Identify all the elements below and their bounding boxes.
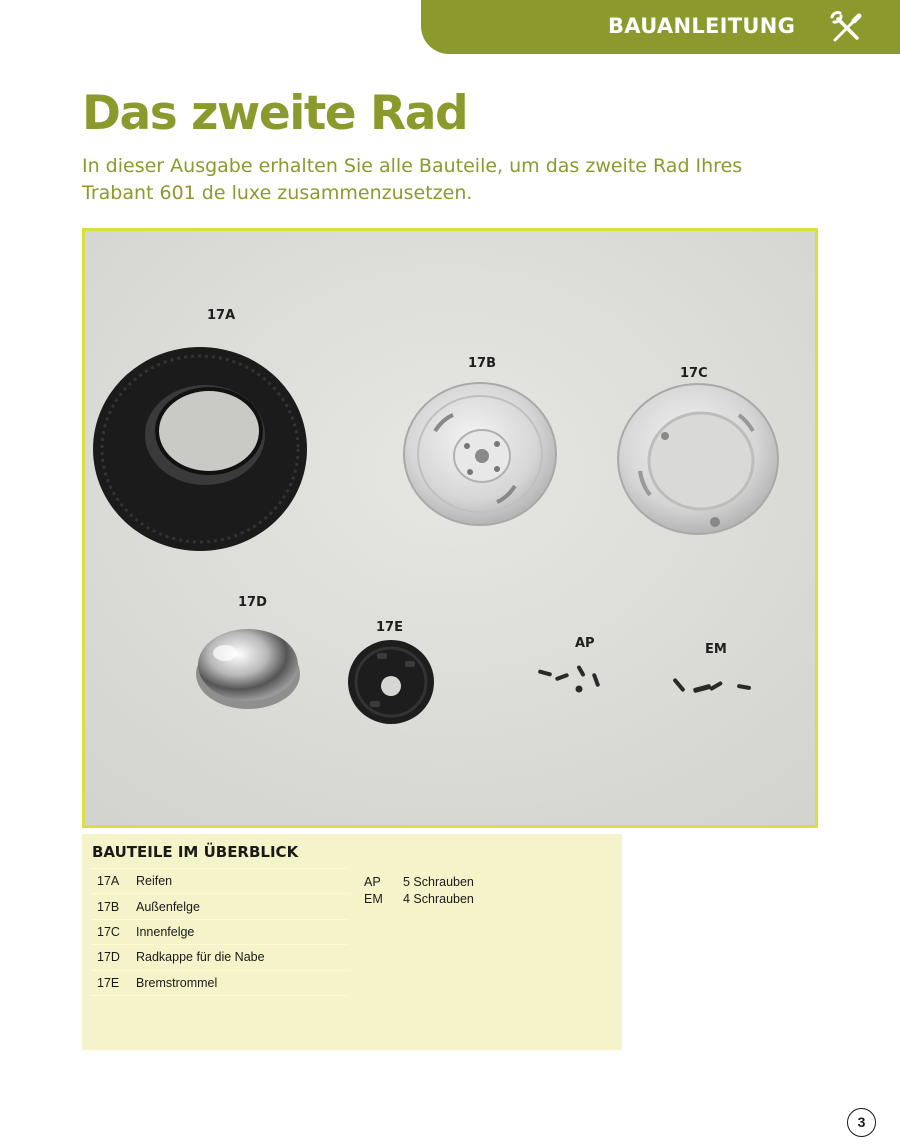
part-code: EM [364,891,383,906]
label-17b: 17B [468,356,496,371]
part-code: AP [364,874,381,889]
tire-17a-image [93,347,307,551]
part-name: 5 Schrauben [403,874,474,889]
outer-rim-17b-image [404,383,556,525]
parts-list-right [364,873,544,907]
section-label: BAUANLEITUNG [608,14,796,38]
label-17c: 17C [680,366,708,381]
part-name: Außenfelge [136,899,200,914]
parts-photo [82,228,818,828]
label-em: EM [705,642,727,657]
inner-rim-17c-image [618,384,778,534]
part-code: 17C [97,924,120,939]
tools-icon [828,9,866,47]
brake-drum-17e-image [348,640,434,724]
part-name: Reifen [136,874,173,889]
part-code: 17E [97,975,120,990]
label-17d: 17D [238,595,267,610]
part-name: Bremstrommel [136,975,218,990]
parts-overview [82,834,622,1050]
label-17a: 17A [207,308,236,323]
list-item [364,873,544,890]
page-title: Das zweite Rad [82,86,468,141]
list-item [92,944,348,969]
hub-cap-17d-image [196,629,300,709]
part-code: 17B [97,899,120,914]
part-code: 17D [97,950,120,965]
list-item [92,919,348,944]
part-name: Innenfelge [136,924,195,939]
parts-overview-title: BAUTEILE IM ÜBERBLICK [92,843,299,861]
part-code: 17A [97,874,120,889]
list-item [92,970,348,996]
part-name: Radkappe für die Nabe [136,950,265,965]
list-item [92,868,348,893]
list-item [92,893,348,918]
label-ap: AP [575,636,595,651]
label-17e: 17E [376,620,403,635]
part-name: 4 Schrauben [403,891,474,906]
page-number: 3 [847,1108,876,1137]
intro-text: In dieser Ausgabe erhalten Sie alle Bauteile, um das zweite Rad Ihres Trabant 601 de luxe zusammenzusetzen. [82,155,743,204]
parts-list-left [92,868,348,996]
list-item [364,890,544,907]
